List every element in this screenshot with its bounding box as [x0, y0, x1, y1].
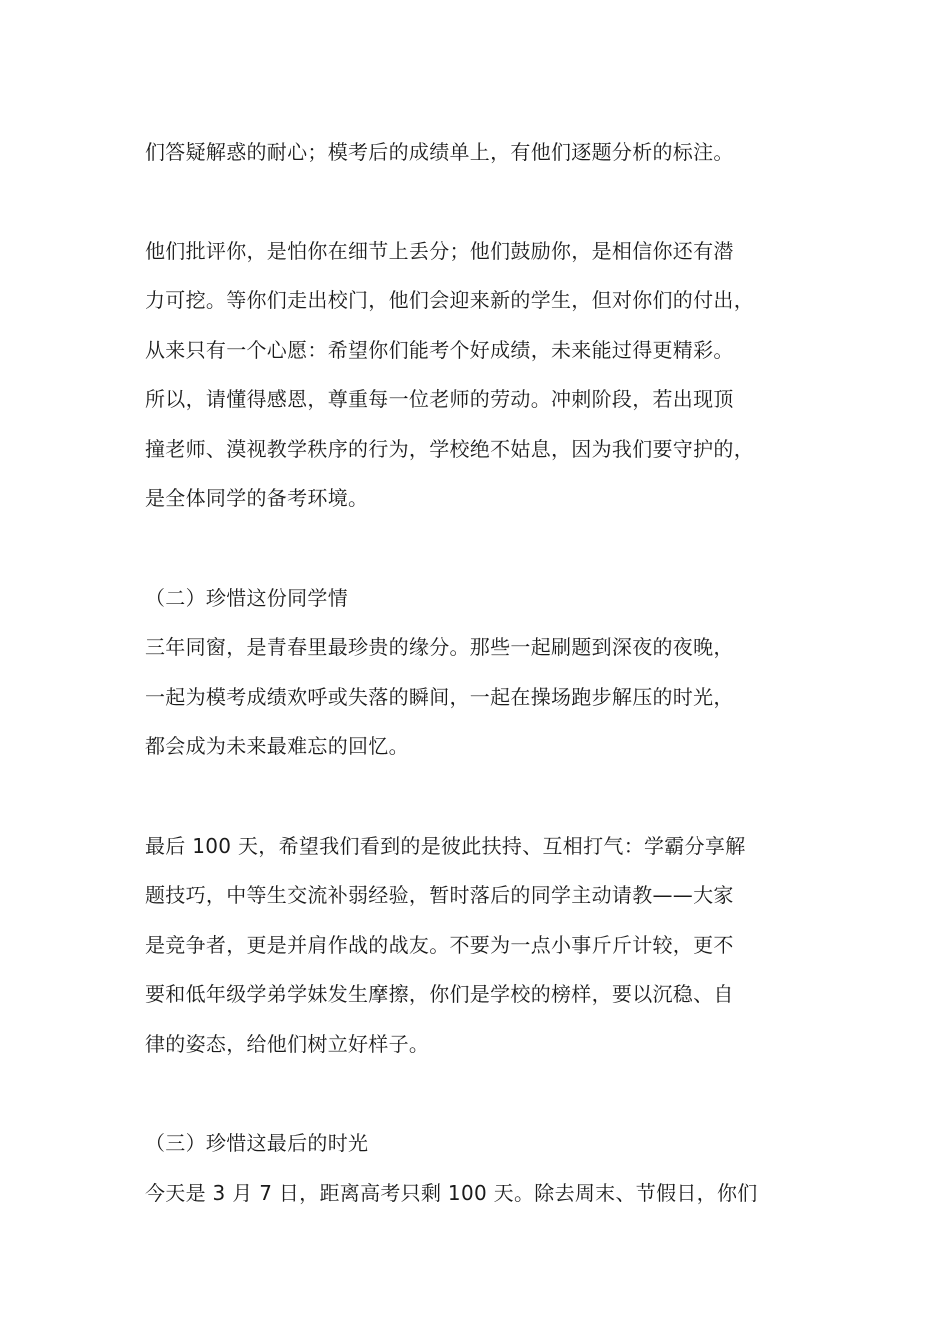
text-line: 最后 100 天，希望我们看到的是彼此扶持、互相打气：学霸分享解 [145, 834, 746, 858]
text-line: 从来只有一个心愿：希望你们能考个好成绩，未来能过得更精彩。 [145, 338, 734, 362]
text-line: 是竞争者，更是并肩作战的战友。不要为一点小事斤斤计较，更不 [145, 933, 734, 957]
text-line: 律的姿态，给他们树立好样子。 [145, 1032, 430, 1056]
section-heading: （三）珍惜这最后的时光 [145, 1131, 369, 1155]
text-line: 所以，请懂得感恩，尊重每一位老师的劳动。冲刺阶段，若出现顶 [145, 387, 734, 411]
text-line: 今天是 3 月 7 日，距离高考只剩 100 天。除去周末、节假日，你们 [145, 1181, 758, 1205]
text-line: 力可挖。等你们走出校门，他们会迎来新的学生，但对你们的付出， [145, 288, 754, 312]
text-line: 是全体同学的备考环境。 [145, 486, 369, 510]
text-line: 题技巧，中等生交流补弱经验，暂时落后的同学主动请教——大家 [145, 883, 734, 907]
text-line: 撞老师、漠视教学秩序的行为，学校绝不姑息，因为我们要守护的， [145, 437, 754, 461]
text-line: 他们批评你，是怕你在细节上丢分；他们鼓励你，是相信你还有潜 [145, 239, 734, 263]
text-line: 三年同窗，是青春里最珍贵的缘分。那些一起刷题到深夜的夜晚， [145, 635, 734, 659]
text-line: 们答疑解惑的耐心；模考后的成绩单上，有他们逐题分析的标注。 [145, 140, 734, 164]
text-line: 都会成为未来最难忘的回忆。 [145, 734, 409, 758]
text-line: 要和低年级学弟学妹发生摩擦，你们是学校的榜样，要以沉稳、自 [145, 982, 734, 1006]
section-heading: （二）珍惜这份同学情 [145, 586, 348, 610]
text-line: 一起为模考成绩欢呼或失落的瞬间，一起在操场跑步解压的时光， [145, 685, 734, 709]
